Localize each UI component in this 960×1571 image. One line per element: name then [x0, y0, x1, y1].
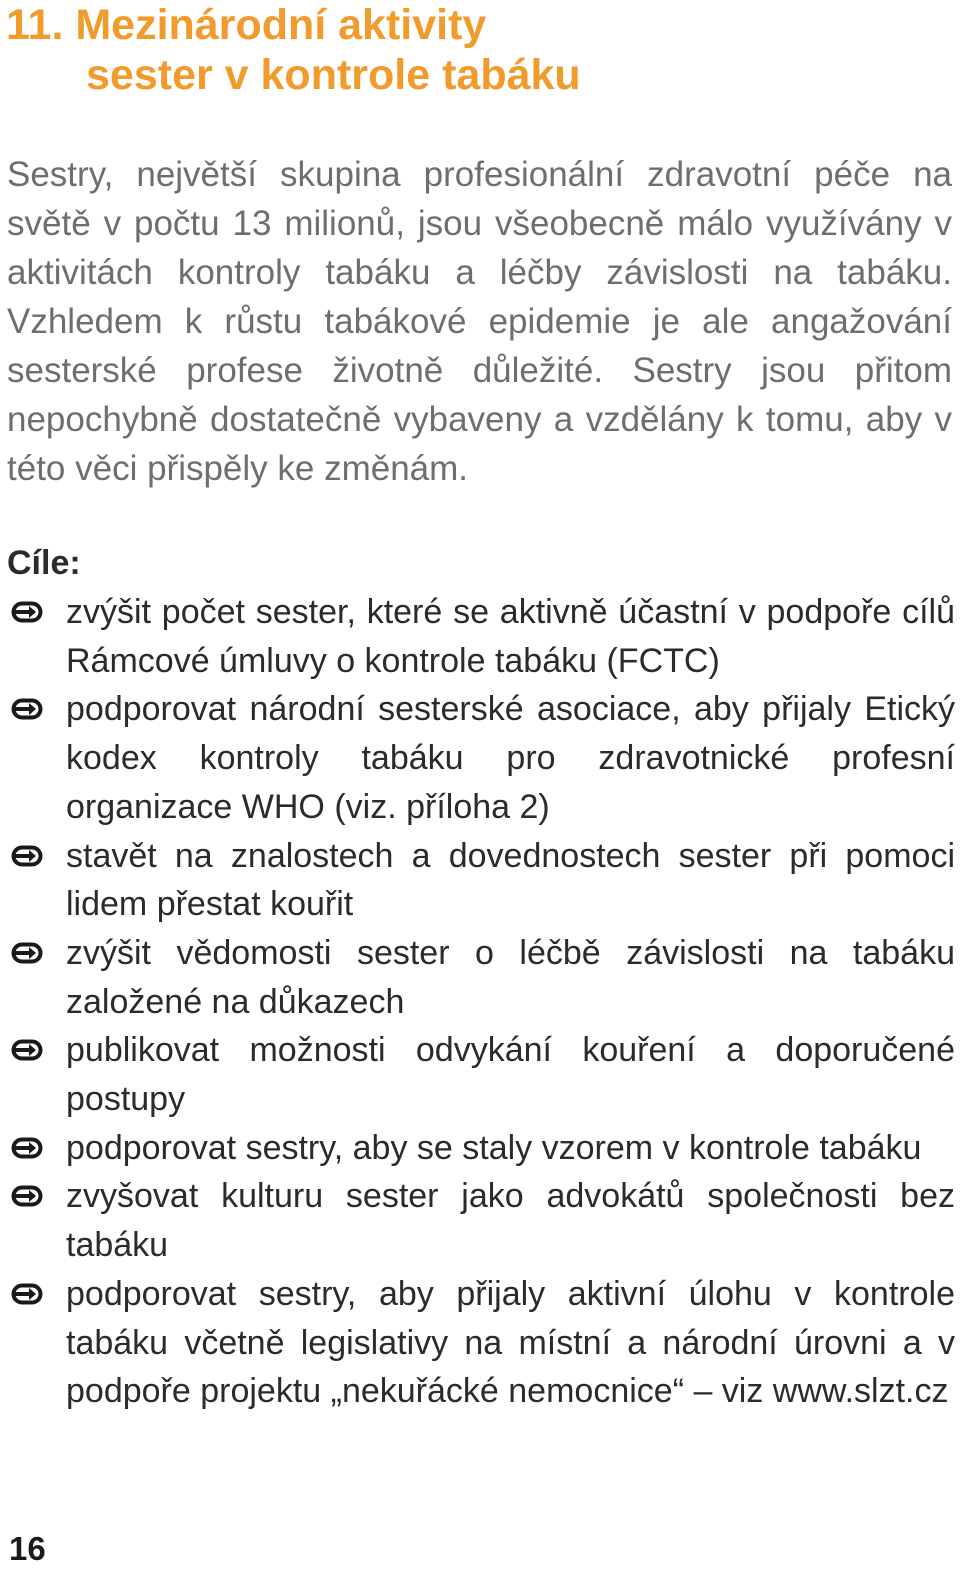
- arrow-right-icon: [8, 1282, 46, 1306]
- goal-item: [0, 1026, 955, 1123]
- goal-text: podporovat sestry, aby se staly vzorem v kontrole tabáku: [66, 1128, 922, 1167]
- arrow-right-icon: [8, 941, 46, 965]
- arrow-right-icon: [8, 1184, 46, 1208]
- arrow-right-icon: [8, 1038, 46, 1062]
- goal-text: zvýšit vědomosti sester o léčbě závislosti na tabáku založené na důkazech: [66, 933, 955, 1021]
- page-number: 16: [9, 1530, 46, 1567]
- goal-item: [0, 588, 955, 685]
- goal-text: stavět na znalostech a dovednostech sester při pomoci lidem přestat kouřit: [66, 836, 955, 924]
- intro-paragraph: Sestry, největší skupina profesionální zdravotní péče na světě v počtu 13 milionů, jsou všeobecně málo využívány v aktivitách kontroly tabáku a léčby závislosti na tabáku. Vzhledem k růstu tabákové epidemie je ale angažování sesterské profese životně důležité. Sestry jsou přitom nepochybně dostatečně vybaveny a vzdělány k tomu, aby v této věci přispěly ke změnám.: [7, 155, 952, 488]
- goal-text: zvýšit počet sester, které se aktivně účastní v podpoře cílů Rámcové úmluvy o kontrole tabáku (FCTC): [66, 593, 955, 680]
- goals-heading: Cíle:: [7, 544, 81, 582]
- goal-item: [0, 1270, 955, 1416]
- arrow-right-icon: [8, 1136, 46, 1160]
- goal-text: publikovat možnosti odvykání kouření a doporučené postupy: [66, 1031, 955, 1119]
- arrow-right-icon: [8, 697, 46, 721]
- goal-text: podporovat sestry, aby přijaly aktivní úlohu v kontrole tabáku včetně legislativy na místní a národní úrovni a v podpoře projektu „nekuřácké nemocnice“ – viz www.slzt.cz: [66, 1274, 955, 1411]
- goals-list: [0, 588, 955, 1416]
- chapter-title: [6, 0, 581, 100]
- arrow-right-icon: [8, 600, 46, 624]
- goal-item: [0, 832, 955, 929]
- goal-item: [0, 1124, 955, 1173]
- goal-item: [0, 685, 955, 831]
- goal-item: [0, 1172, 955, 1269]
- goal-text: zvyšovat kulturu sester jako advokátů společnosti bez tabáku: [66, 1177, 955, 1265]
- chapter-title-line-2: sester v kontrole tabáku: [86, 51, 581, 99]
- arrow-right-icon: [8, 844, 46, 868]
- goal-item: [0, 929, 955, 1026]
- goal-text: podporovat národní sesterské asociace, aby přijaly Etický kodex kontroly tabáku pro zdravotnické profesní organizace WHO (viz. příloha 2): [66, 690, 955, 826]
- chapter-title-line-1: 11. Mezinárodní aktivity: [6, 1, 487, 49]
